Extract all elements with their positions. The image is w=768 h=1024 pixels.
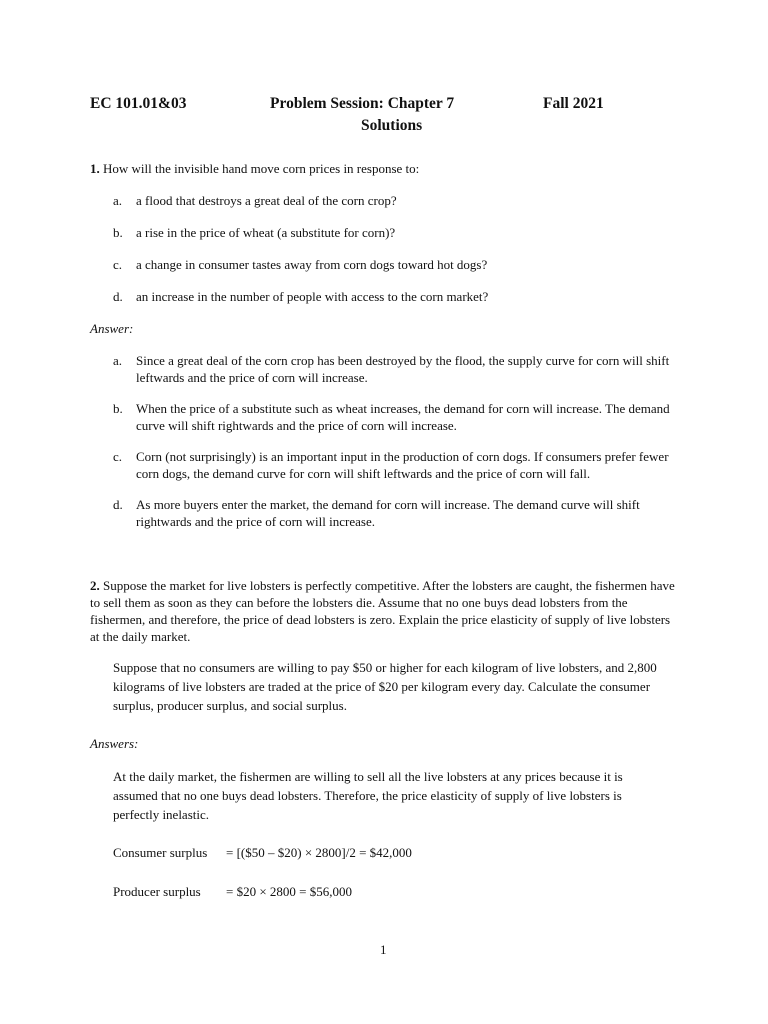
question-1-text: How will the invisible hand move corn prices in response to:	[103, 161, 420, 176]
term: Fall 2021	[543, 95, 604, 112]
q1-answer-a	[113, 352, 683, 386]
question-2-number: 2.	[90, 578, 100, 593]
q1-part-b	[113, 224, 683, 241]
list-item-text: an increase in the number of people with access to the corn market?	[136, 289, 489, 304]
list-letter: c.	[113, 449, 123, 464]
list-letter: a.	[113, 193, 123, 208]
q1-answer-b	[113, 400, 683, 434]
list-item-text: a change in consumer tastes away from corn dogs toward hot dogs?	[136, 257, 488, 272]
list-letter: c.	[113, 257, 123, 272]
q1-answer-c	[113, 448, 683, 482]
question-2-text: Suppose the market for live lobsters is perfectly competitive. After the lobsters are caught, the fishermen have to sell them as soon as they can before the lobsters die. Assume that no one buys dead lobsters from the fishermen, and therefore, the price of dead lobsters is zero. Explain the price elasticity of supply of live lobsters at the daily market.	[90, 578, 675, 644]
list-item-text: a rise in the price of wheat (a substitute for corn)?	[136, 225, 396, 240]
subtitle: Solutions	[361, 117, 423, 134]
question-2-followup: Suppose that no consumers are willing to pay $50 or higher for each kilogram of live lobsters, and 2,800 kilograms of live lobsters are traded at the price of $20 per kilogram every day. Calculate the consumer surplus, producer surplus, and social surplus.	[113, 660, 657, 713]
question-2-answer: At the daily market, the fishermen are willing to sell all the live lobsters at any prices because it is assumed that no one buys dead lobsters. Therefore, the price elasticity of supply of live lobsters is perfectly inelastic.	[113, 769, 623, 822]
answer-text: When the price of a substitute such as wheat increases, the demand for corn will increase. The demand curve will shift rightwards and the price of corn will increase.	[136, 401, 670, 433]
answer-text: Since a great deal of the corn crop has been destroyed by the flood, the supply curve for corn will shift leftwards and the price of corn will increase.	[136, 353, 670, 385]
list-letter: b.	[113, 225, 123, 240]
question-1-number: 1.	[90, 161, 100, 176]
producer-surplus-value: = $20 × 2800 = $56,000	[226, 884, 352, 899]
consumer-surplus-label: Consumer surplus	[113, 845, 208, 860]
answer-label: Answer:	[90, 321, 134, 336]
course-code: EC 101.01&03	[90, 95, 187, 112]
list-item-text: a flood that destroys a great deal of the corn crop?	[136, 193, 397, 208]
answers-label: Answers:	[90, 736, 139, 751]
page-number: 1	[380, 942, 387, 957]
answer-text: As more buyers enter the market, the demand for corn will increase. The demand curve will shift rightwards and the price of corn will increase.	[136, 497, 640, 529]
producer-surplus-line	[113, 883, 352, 900]
answer-text: Corn (not surprisingly) is an important input in the production of corn dogs. If consumers prefer fewer corn dogs, the demand curve for corn will shift leftwards and the price of corn will fall.	[136, 449, 669, 481]
q1-part-c	[113, 256, 683, 273]
list-letter: d.	[113, 497, 123, 512]
list-letter: b.	[113, 401, 123, 416]
question-1	[90, 160, 690, 177]
q1-part-d	[113, 288, 683, 305]
list-letter: a.	[113, 353, 123, 368]
producer-surplus-label: Producer surplus	[113, 884, 201, 899]
q1-answer-d	[113, 496, 683, 530]
q1-part-a	[113, 192, 683, 209]
consumer-surplus-value: = [($50 – $20) × 2800]/2 = $42,000	[226, 845, 412, 860]
list-letter: d.	[113, 289, 123, 304]
consumer-surplus-line	[113, 844, 412, 861]
session-title: Problem Session: Chapter 7	[270, 95, 455, 112]
question-2	[90, 577, 680, 645]
